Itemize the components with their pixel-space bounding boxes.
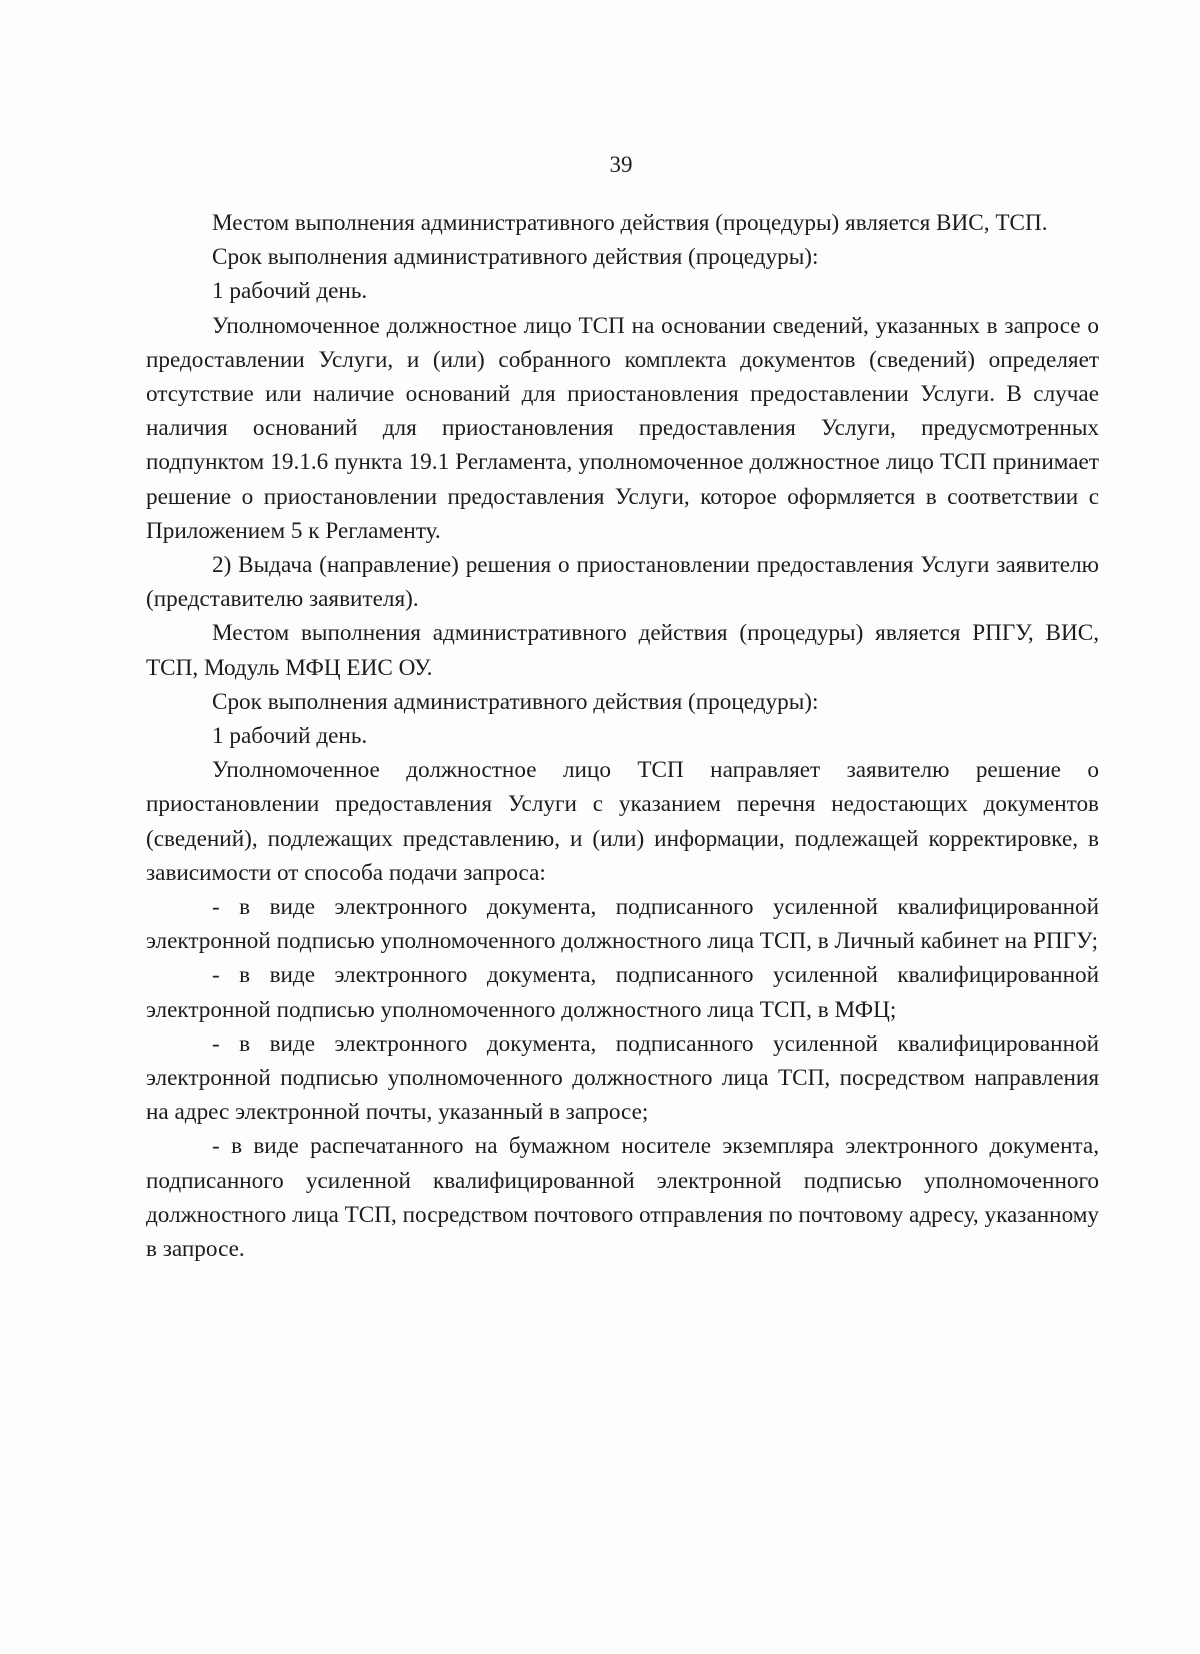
list-item: - в виде электронного документа, подписанного усиленной квалифицированной электронной подписью уполномоченного должностного лица ТСП, в Личный кабинет на РПГУ; xyxy=(146,894,1099,955)
paragraph: Срок выполнения административного действия (процедуры): xyxy=(212,688,819,715)
paragraph: Местом выполнения административного действия (процедуры) является ВИС, ТСП. xyxy=(212,210,1048,236)
paragraph: Уполномоченное должностное лицо ТСП направляет заявителю решение о приостановлении предоставления Услуги с указанием перечня недостающих документов (сведений), подлежащих представлению, и (или) информации, подлежащей корректировке, в зависимости от способа подачи запроса: xyxy=(146,757,1099,886)
document-body xyxy=(146,206,1099,1266)
list-item: - в виде электронного документа, подписанного усиленной квалифицированной электронной подписью уполномоченного должностного лица ТСП, в МФЦ; xyxy=(146,962,1099,1023)
paragraph: 1 рабочий день. xyxy=(212,723,368,750)
paragraph: 2) Выдача (направление) решения о приостановлении предоставления Услуги заявителю (представителю заявителя). xyxy=(146,552,1099,613)
page-number: 39 xyxy=(609,152,633,177)
paragraph: Местом выполнения административного действия (процедуры) является РПГУ, ВИС, ТСП, Модуль МФЦ ЕИС ОУ. xyxy=(146,620,1099,681)
paragraph: Уполномоченное должностное лицо ТСП на основании сведений, указанных в запросе о предоставлении Услуги, и (или) собранного комплекта документов (сведений) определяет отсутствие или наличие оснований для приостановления предоставлении Услуги. В случае наличия оснований для приостановления предоставления Услуги, предусмотренных подпунктом 19.1.6 пункта 19.1 Регламента, уполномоченное должностное лицо ТСП принимает решение о приостановлении предоставления Услуги, которое оформляется в соответствии с Приложением 5 к Регламенту. xyxy=(146,312,1099,544)
list-item: - в виде распечатанного на бумажном носителе экземпляра электронного документа, подписанного усиленной квалифицированной электронной подписью уполномоченного должностного лица ТСП, посредством почтового отправления по почтовому адресу, указанному в запросе. xyxy=(146,1133,1099,1263)
paragraph: Срок выполнения административного действия (процедуры): xyxy=(212,244,819,271)
list-item: - в виде электронного документа, подписанного усиленной квалифицированной электронной подписью уполномоченного должностного лица ТСП, посредством направления на адрес электронной почты, указанный в запросе; xyxy=(146,1030,1099,1126)
paragraph: 1 рабочий день. xyxy=(212,278,368,305)
